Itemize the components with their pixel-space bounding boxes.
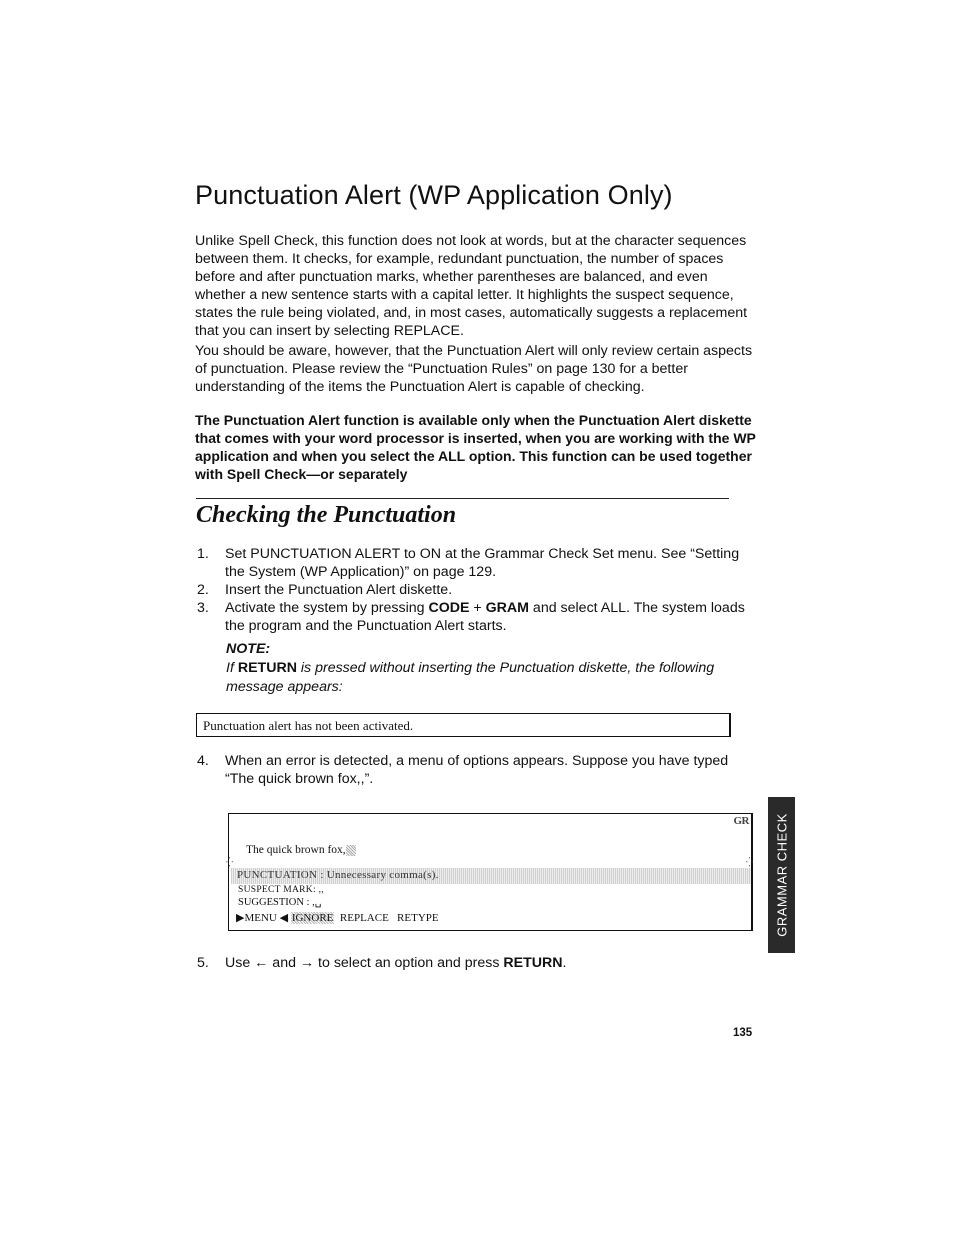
selector-arrow-icon: ◀ bbox=[279, 912, 289, 924]
side-tab-label: GRAMMAR CHECK bbox=[774, 813, 789, 937]
suspect-mark-line: SUSPECT MARK: ,, bbox=[238, 885, 324, 895]
step-number: 5. bbox=[197, 955, 209, 971]
cursor-highlight bbox=[346, 845, 356, 856]
step-text-post: . bbox=[562, 955, 567, 971]
step-text: Set PUNCTUATION ALERT to ON at the Grammar Check Set menu. See “Setting the System (WP Application)” on page 129. bbox=[225, 546, 740, 580]
step-number: 4. bbox=[197, 753, 209, 769]
typed-text: The quick brown fox, bbox=[246, 844, 346, 856]
step-number: 1. bbox=[197, 546, 209, 562]
section-title: Checking the Punctuation bbox=[196, 502, 457, 528]
availability-paragraph: The Punctuation Alert function is available only when the Punctuation Alert diskette that comes with your word processor is inserted, when you are working with the WP application and when you select the ALL option. This function can be used together with Spell Check—or separately bbox=[195, 412, 756, 482]
message-text: Punctuation alert has not been activated. bbox=[203, 718, 414, 733]
screen-typed-text bbox=[246, 844, 356, 856]
screen-option-menu bbox=[236, 911, 439, 924]
step-number: 3. bbox=[197, 600, 209, 616]
awareness-paragraph: You should be aware, however, that the Punctuation Alert will only review certain aspects of punctuation. Please review the “Punctuation Rules” on page 130 for a better understanding of the items the Punctuation Alert is capable of checking. bbox=[195, 343, 753, 395]
suggestion-line: SUGGESTION : ,␣ bbox=[238, 897, 322, 908]
step-text-pre: Use ← and → to select an option and press bbox=[225, 955, 504, 971]
menu-option-replace[interactable]: REPLACE bbox=[339, 912, 389, 924]
error-highlight-bar bbox=[231, 868, 751, 884]
menu-option-retype[interactable]: RETYPE bbox=[397, 912, 439, 924]
note-pre: If bbox=[226, 660, 238, 676]
step-text bbox=[225, 599, 755, 635]
step-text-pre: Activate the system by pressing bbox=[225, 600, 429, 616]
margin-marker-icon: ⁛ bbox=[745, 857, 753, 867]
menu-pointer-icon: ▶ bbox=[236, 912, 245, 924]
screen-display bbox=[228, 813, 753, 931]
step-text bbox=[225, 954, 755, 972]
chapter-side-tab bbox=[768, 797, 795, 953]
note-text bbox=[226, 659, 751, 697]
return-key: RETURN bbox=[503, 955, 563, 971]
section-divider bbox=[196, 498, 729, 499]
screen-corner-label: GR bbox=[733, 815, 749, 827]
step-text-post: and select ALL. The system loads the program and the Punctuation Alert starts. bbox=[225, 600, 745, 634]
plus-sign: + bbox=[469, 600, 486, 616]
return-key: RETURN bbox=[237, 660, 297, 676]
step-text: Insert the Punctuation Alert diskette. bbox=[225, 582, 453, 598]
error-rule-text: PUNCTUATION : Unnecessary comma(s). bbox=[237, 869, 439, 881]
step-text: When an error is detected, a menu of options appears. Suppose you have typed “The quick brown fox,,”. bbox=[225, 753, 729, 787]
code-key: CODE bbox=[428, 600, 470, 616]
gram-key: GRAM bbox=[485, 600, 529, 616]
note-post: is pressed without inserting the Punctuation diskette, the following message appears: bbox=[226, 660, 715, 695]
page-number: 135 bbox=[733, 1027, 753, 1039]
message-box bbox=[196, 713, 731, 737]
page-title: Punctuation Alert (WP Application Only) bbox=[195, 180, 673, 210]
intro-paragraph: Unlike Spell Check, this function does not look at words, but at the character sequences between them. It checks, for example, redundant punctuation, the number of spaces before and after punctuation marks, whether parentheses are balanced, and even whether a new sentence starts with a capital letter. It highlights the suspect sequence, states the rule being violated, and, in most cases, automatically suggests a replacement that you can insert by selecting REPLACE. bbox=[195, 233, 748, 339]
margin-marker-icon: ⁛ bbox=[226, 857, 234, 867]
step-number: 2. bbox=[197, 582, 209, 598]
menu-option-ignore[interactable]: IGNORE bbox=[291, 912, 334, 924]
menu-option-menu[interactable]: MENU bbox=[244, 912, 277, 924]
note-label: NOTE: bbox=[226, 641, 271, 657]
